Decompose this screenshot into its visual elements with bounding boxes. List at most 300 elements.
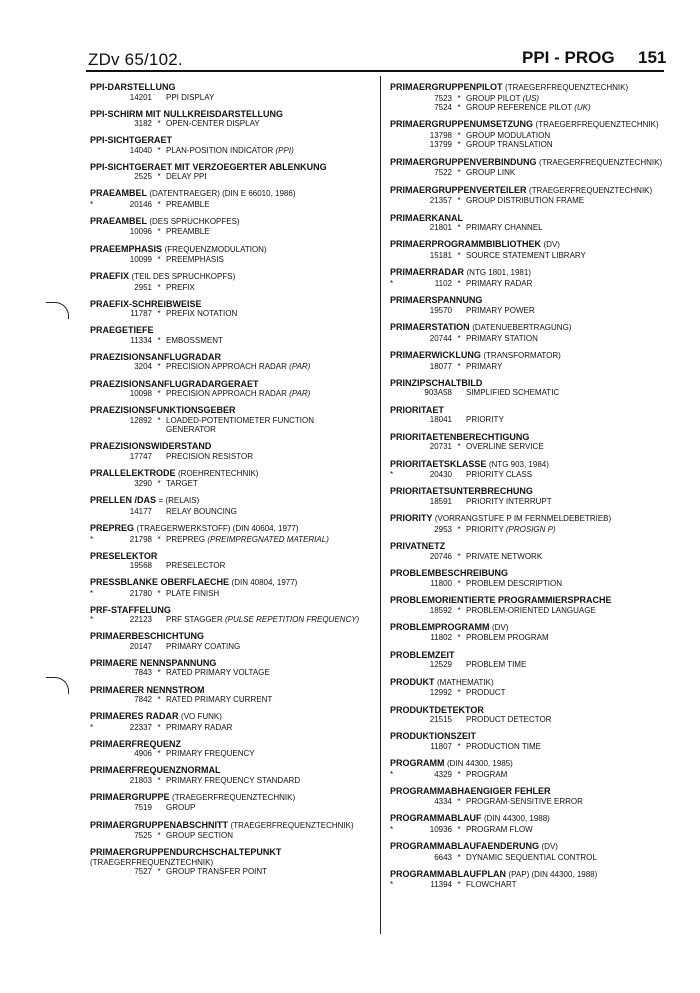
term-qualifier: (TRAEGERFREQUENZTECHNIK): [172, 792, 296, 802]
english-term: PRIMARY COATING: [166, 641, 241, 651]
star-marker: *: [157, 415, 161, 425]
dictionary-entry: [90, 188, 380, 209]
english-term: PRECISION RESISTOR: [166, 451, 253, 461]
translation-line: [90, 119, 380, 129]
dictionary-entry: [390, 786, 680, 806]
star-marker: *: [157, 534, 161, 544]
dictionary-entry: [90, 216, 380, 237]
english-term: PLAN-POSITION INDICATOR (PPI): [166, 145, 294, 155]
english-term: PRODUCTION TIME: [466, 741, 541, 751]
term-qualifier: (TRANSFORMATOR): [483, 351, 561, 361]
right-column: [390, 82, 680, 897]
translation-line: [390, 442, 680, 452]
term-qualifier: = (RELAIS): [158, 496, 200, 506]
german-term: PREPREG (TRAEGERWERKSTOFF) (DIN 40604, 1977): [90, 523, 299, 533]
star-marker: *: [457, 103, 461, 112]
translation-line: [390, 168, 680, 178]
english-term: PRIORITY: [466, 415, 504, 425]
english-term: TARGET: [166, 479, 198, 489]
english-term: EMBOSSMENT: [166, 335, 223, 345]
term-number: 4329: [434, 769, 452, 779]
translation-line: [90, 776, 380, 786]
abbreviation: (PAR): [289, 362, 311, 372]
star-marker: *: [457, 250, 461, 260]
english-term: PREFIX: [166, 282, 195, 292]
dictionary-entry: [390, 378, 680, 398]
binding-mark: [46, 677, 69, 694]
term-number: 3204: [134, 362, 152, 372]
english-term: SIMPLIFIED SCHEMATIC: [466, 388, 560, 398]
star-marker: *: [457, 223, 461, 233]
translation-line: [90, 561, 380, 571]
translation-line: [390, 497, 680, 507]
dictionary-entry: [90, 325, 380, 345]
english-term: PPI DISPLAY: [166, 92, 215, 102]
dictionary-entry: [390, 239, 680, 260]
term-number: 20746: [429, 551, 452, 561]
english-term: PLATE FINISH: [166, 588, 220, 598]
dictionary-entry: [90, 685, 380, 705]
german-term: PRODUKTIONSZEIT: [390, 731, 477, 742]
translation-line: [90, 803, 380, 813]
dictionary-entry: [390, 705, 680, 725]
german-term: PRAEFIX (TEIL DES SPRUCHKOPFS): [90, 271, 236, 282]
english-term: RATED PRIMARY CURRENT: [166, 695, 273, 705]
term-number: 7527: [134, 867, 152, 877]
german-term: PRODUKT (MATHEMATIK): [390, 676, 494, 687]
term-number: 13799: [429, 140, 452, 150]
dictionary-entry: [90, 551, 380, 571]
dictionary-entry: [90, 82, 380, 102]
term-number: 11807: [430, 741, 452, 751]
term-qualifier: (TRAEGERFREQUENZTECHNIK): [535, 120, 659, 130]
abbreviation: (PAR): [289, 389, 311, 399]
dictionary-entry: [390, 841, 680, 862]
term-number: 18041: [429, 415, 452, 425]
english-term: PRIMARY STATION: [466, 333, 538, 343]
translation-line: [390, 334, 680, 344]
german-term: PRIMAERGRUPPENVERTEILER (TRAEGERFREQUENZTECHNIK): [390, 184, 653, 195]
dictionary-entry: [390, 677, 680, 698]
dictionary-entry: [390, 731, 680, 751]
dictionary-entry: [390, 157, 680, 178]
english-term: GROUP TRANSLATION: [466, 140, 553, 150]
dictionary-entry: [390, 213, 680, 233]
german-term: PRAEZISIONSFUNKTIONSGEBER: [90, 405, 236, 416]
dictionary-entry: [390, 622, 680, 643]
star-marker: *: [457, 796, 461, 806]
star-marker: *: [157, 749, 161, 759]
german-term: PPI-SCHIRM MIT NULLKREISDARSTELLUNG: [90, 108, 283, 119]
german-term: PRAEEMPHASIS (FREQUENZMODULATION): [90, 243, 267, 254]
dictionary-entry: [90, 495, 380, 516]
dictionary-entry: [90, 271, 380, 292]
dictionary-entry: [390, 568, 680, 588]
star-marker: *: [90, 615, 94, 625]
english-term: PREFIX NOTATION: [166, 309, 238, 319]
star-marker: *: [157, 255, 161, 265]
german-term: PRAEZISIONSANFLUGRADAR: [90, 351, 222, 362]
star-marker: *: [457, 93, 461, 103]
translation-line: [390, 825, 680, 835]
term-qualifier: (PAP) (DIN 44300, 1988): [508, 869, 598, 879]
translation-line: [390, 715, 680, 725]
dictionary-entry: [390, 813, 680, 834]
star-marker: *: [457, 578, 461, 588]
star-marker: *: [457, 196, 461, 206]
star-marker: *: [457, 633, 461, 643]
star-marker: *: [457, 168, 461, 178]
term-qualifier: (DIN 44300, 1985): [447, 759, 513, 769]
translation-line: [90, 695, 380, 705]
german-term: PRIMAERFREQUENZNORMAL: [90, 765, 221, 776]
abbreviation: (UK): [574, 103, 591, 112]
term-number: 21803: [129, 775, 152, 785]
term-qualifier: (FREQUENZMODULATION): [164, 244, 267, 254]
binding-mark: [46, 302, 69, 319]
term-qualifier: (DV): [543, 240, 560, 250]
star-marker: *: [390, 769, 394, 779]
star-marker: *: [90, 199, 94, 209]
dictionary-entry: [90, 792, 380, 813]
translation-line: [90, 416, 380, 426]
german-term: PRIORITY (VORRANGSTUFE P IM FERNMELDEBETRIEB): [390, 513, 612, 524]
star-marker: *: [457, 551, 461, 561]
star-marker: *: [390, 824, 394, 834]
term-qualifier: (NTG 1801, 1981): [466, 268, 531, 278]
dictionary-entry: [390, 595, 680, 615]
german-term: PRELLEN /DAS = (RELAIS): [90, 495, 200, 506]
english-term: OVERLINE SERVICE: [466, 442, 544, 452]
german-term: PRIMAERRADAR (NTG 1801, 1981): [390, 267, 531, 278]
translation-line: [390, 688, 680, 698]
german-term: PRIORITAETSKLASSE (NTG 903, 1984): [390, 458, 549, 469]
translation-line: [390, 415, 680, 425]
dictionary-entry: [390, 119, 680, 150]
german-term: PRIMAERGRUPPE (TRAEGERFREQUENZTECHNIK): [90, 791, 296, 802]
translation-line: [90, 283, 380, 293]
english-term: PRIORITY INTERRUPT: [466, 496, 552, 506]
term-number: 11787: [130, 309, 152, 319]
translation-line: [390, 103, 680, 113]
english-term: PRIMARY CHANNEL: [466, 223, 543, 233]
english-term: PRIMARY RADAR: [166, 722, 233, 732]
english-term: PREAMBLE: [166, 227, 210, 237]
translation-line: [390, 196, 680, 206]
star-marker: *: [457, 880, 461, 890]
star-marker: *: [157, 309, 161, 319]
star-marker: *: [157, 831, 161, 841]
term-qualifier: (DES SPRUCHKOPFES): [149, 216, 240, 226]
abbreviation: (PREIMPREGNATED MATERIAL): [207, 534, 329, 544]
german-term: PROGRAMMABHAENGIGER FEHLER: [390, 786, 551, 797]
german-term: PRIORITAETSUNTERBRECHUNG: [390, 486, 533, 497]
translation-line: [390, 470, 680, 480]
translation-line: [390, 797, 680, 807]
german-term: PPI-SICHTGERAET MIT VERZOEGERTER ABLENKUNG: [90, 161, 327, 172]
translation-line: [90, 200, 380, 210]
section-range: PPI - PROG: [522, 48, 615, 67]
term-number: 7842: [134, 695, 152, 705]
term-number: 14040: [129, 145, 152, 155]
german-term: PRIORITAET: [390, 404, 444, 415]
german-term: PRAEZISIONSANFLUGRADARGERAET: [90, 378, 259, 389]
term-number: 2951: [134, 282, 152, 292]
term-number: 20744: [429, 333, 452, 343]
german-term: PRIMAERFREQUENZ: [90, 738, 182, 749]
star-marker: *: [457, 442, 461, 452]
english-term: PRECISION APPROACH RADAR (PAR): [166, 389, 311, 399]
star-marker: *: [157, 695, 161, 705]
term-number: 13798: [429, 130, 452, 140]
english-term: PRESELECTOR: [166, 561, 226, 571]
star-marker: *: [457, 769, 461, 779]
dictionary-entry: [90, 658, 380, 678]
star-marker: *: [157, 775, 161, 785]
english-term: PRIMARY: [466, 361, 503, 371]
translation-line: [390, 552, 680, 562]
english-term: PRIORITY CLASS: [466, 470, 533, 480]
english-term: PROGRAM FLOW: [466, 824, 533, 834]
german-term: PPI-DARSTELLUNG: [90, 82, 176, 92]
german-term: PRODUKTDETEKTOR: [390, 704, 484, 715]
english-term: RELAY BOUNCING: [166, 506, 237, 516]
german-term: PROBLEMORIENTIERTE PROGRAMMIERSPRACHE: [390, 595, 612, 606]
dictionary-entry: [90, 135, 380, 155]
translation-line: [390, 362, 680, 372]
term-number: 19568: [129, 561, 152, 571]
dictionary-entry: [90, 523, 380, 544]
star-marker: *: [390, 880, 394, 890]
term-qualifier: (DV): [492, 622, 509, 632]
translation-line: [390, 633, 680, 643]
english-term: PRF STAGGER (PULSE REPETITION FREQUENCY): [166, 615, 360, 625]
term-number: 4906: [134, 749, 152, 759]
star-marker: *: [457, 605, 461, 615]
term-number: 7523: [434, 93, 452, 103]
star-marker: *: [90, 588, 94, 598]
star-marker: *: [157, 119, 161, 129]
term-number: 3182: [134, 119, 152, 129]
english-term: OPEN-CENTER DISPLAY: [166, 119, 260, 129]
term-qualifier: (TRAEGERFREQUENZTECHNIK): [505, 83, 629, 92]
german-term: PRINZIPSCHALTBILD: [390, 377, 483, 388]
german-term: PRAEAMBEL (DATENTRAEGER) (DIN E 66010, 1986): [90, 188, 296, 199]
term-number: 10098: [129, 389, 152, 399]
star-marker: *: [457, 140, 461, 150]
term-number: 7525: [134, 831, 152, 841]
page-number: 151: [638, 48, 667, 67]
german-term: PRESELEKTOR: [90, 550, 158, 561]
translation-line: [90, 749, 380, 759]
translation-line: [390, 131, 680, 141]
term-number: 22337: [129, 722, 152, 732]
term-number: 2525: [134, 172, 152, 182]
english-term: PRIMARY RADAR: [466, 278, 533, 288]
term-qualifier: (TRAEGERWERKSTOFF) (DIN 40604, 1977): [136, 524, 299, 533]
term-number: 15181: [429, 250, 452, 260]
term-qualifier: (DV): [541, 842, 558, 852]
german-term: PRIMAERGRUPPENVERBINDUNG (TRAEGERFREQUENZTECHNIK): [390, 156, 663, 167]
star-marker: *: [457, 741, 461, 751]
star-marker: *: [157, 867, 161, 877]
dictionary-entry: [90, 605, 380, 625]
star-marker: *: [90, 534, 94, 544]
translation-line: [90, 172, 380, 182]
translation-line: [390, 525, 680, 535]
term-number: 3290: [134, 479, 152, 489]
term-qualifier: (MATHEMATIK): [437, 677, 494, 687]
dictionary-entry: [390, 869, 680, 890]
german-term: PRIORITAETENBERECHTIGUNG: [390, 431, 530, 442]
translation-line: [90, 615, 380, 625]
dictionary-entry: [90, 631, 380, 651]
dictionary-entry: [90, 739, 380, 759]
dictionary-entry: [390, 486, 680, 506]
dictionary-entry: [90, 299, 380, 319]
english-term: SOURCE STATEMENT LIBRARY: [466, 250, 586, 260]
term-number: 7843: [134, 668, 152, 678]
dictionary-entry: [390, 295, 680, 315]
german-term: PRIMAERE NENNSPANNUNG: [90, 657, 217, 668]
dictionary-entry: [390, 513, 680, 534]
term-number: 10936: [429, 824, 452, 834]
star-marker: *: [457, 524, 461, 534]
german-term: PRIMAERER NENNSTROM: [90, 684, 205, 695]
star-marker: *: [457, 361, 461, 371]
term-number: 21801: [429, 223, 452, 233]
term-number: 2953: [434, 524, 452, 534]
term-number: 19570: [429, 305, 452, 315]
translation-line: [90, 93, 380, 103]
dictionary-entry: [390, 459, 680, 480]
translation-line: [90, 146, 380, 156]
term-qualifier: (TRAEGERFREQUENZTECHNIK): [230, 820, 354, 830]
english-term: PRIMARY POWER: [466, 305, 535, 315]
english-term: GROUP MODULATION: [466, 130, 551, 140]
term-number: 20430: [429, 470, 452, 480]
star-marker: *: [157, 282, 161, 292]
term-qualifier: (DIN 40804, 1977): [231, 578, 298, 588]
english-term: PROBLEM DESCRIPTION: [466, 578, 563, 588]
term-qualifier: (ROEHRENTECHNIK): [178, 468, 259, 478]
star-marker: *: [157, 389, 161, 399]
translation-line: [90, 723, 380, 733]
term-qualifier: (NTG 903, 1984): [488, 459, 549, 469]
german-term: PRIMAERBESCHICHTUNG: [90, 631, 205, 642]
german-term: PRAEZISIONSWIDERSTAND: [90, 441, 212, 452]
german-term: PRESSBLANKE OBERFLAECHE (DIN 40804, 1977): [90, 577, 298, 588]
german-term: PRIMAERPROGRAMMBIBLIOTHEK (DV): [390, 239, 560, 250]
term-number: 10099: [129, 255, 152, 265]
dictionary-entry: [90, 379, 380, 399]
dictionary-entry: [390, 432, 680, 452]
translation-line: [90, 362, 380, 372]
translation-line: [90, 479, 380, 489]
star-marker: *: [157, 335, 161, 345]
star-marker: *: [157, 479, 161, 489]
term-number: 6643: [434, 852, 452, 862]
dictionary-entry: [390, 185, 680, 206]
term-qualifier: (DATENUEBERTRAGUNG): [472, 323, 572, 333]
term-qualifier: (DATENTRAEGER) (DIN E 66010, 1986): [149, 189, 296, 199]
english-term-continued: GENERATOR: [166, 425, 216, 435]
german-term: PROBLEMZEIT: [390, 649, 455, 660]
dictionary-entry: [90, 468, 380, 489]
english-term: PRODUCT DETECTOR: [466, 715, 552, 725]
english-term: PROGRAM: [466, 769, 508, 779]
header-rule: [86, 70, 664, 72]
term-number: 1102: [434, 278, 452, 288]
term-number: 18591: [429, 496, 452, 506]
star-marker: *: [157, 362, 161, 372]
term-qualifier: (VO FUNK): [181, 712, 222, 722]
dictionary-entry: [90, 765, 380, 785]
translation-line: [90, 589, 380, 599]
term-number: 20731: [429, 442, 452, 452]
translation-line: [90, 452, 380, 462]
term-number: 7524: [434, 103, 452, 112]
column-divider: [380, 76, 381, 934]
english-term: PREAMBLE: [166, 199, 210, 209]
dictionary-entry: [390, 405, 680, 425]
star-marker: *: [390, 278, 394, 288]
dictionary-entry: [390, 82, 680, 113]
star-marker: *: [390, 470, 394, 480]
translation-line: [390, 388, 680, 398]
term-number: 17747: [129, 451, 152, 461]
term-qualifier: (VORRANGSTUFE P IM FERNMELDEBETRIEB): [434, 514, 612, 524]
term-number: 12529: [429, 660, 452, 670]
translation-line: [90, 507, 380, 517]
dictionary-entry: [90, 352, 380, 372]
abbreviation: (PROSIGN P): [505, 524, 556, 534]
star-marker: *: [457, 278, 461, 288]
term-number: 903A58: [424, 388, 452, 398]
translation-line: [90, 309, 380, 319]
german-term: PROGRAMM (DIN 44300, 1985): [390, 758, 513, 769]
english-term: RATED PRIMARY VOLTAGE: [166, 668, 270, 678]
german-term: PRIMAERGRUPPENUMSETZUNG (TRAEGERFREQUENZTECHNIK): [390, 119, 659, 130]
german-term: PROGRAMMABLAUF (DIN 44300, 1988): [390, 813, 550, 824]
dictionary-entry: [90, 820, 380, 841]
star-marker: *: [157, 227, 161, 237]
dictionary-entry: [90, 577, 380, 598]
term-number: 20147: [129, 641, 152, 651]
dictionary-entry: [90, 441, 380, 461]
translation-line: [390, 279, 680, 289]
translation-line: [390, 742, 680, 752]
german-term: PRIMAERES RADAR (VO FUNK): [90, 711, 222, 722]
star-marker: *: [157, 668, 161, 678]
star-marker: *: [157, 588, 161, 598]
german-term: PRIVATNETZ: [390, 541, 446, 552]
term-number: 11802: [430, 633, 452, 643]
german-term: PRAEAMBEL (DES SPRUCHKOPFES): [90, 215, 240, 226]
star-marker: *: [457, 688, 461, 698]
translation-line: [390, 853, 680, 863]
term-qualifier: (TEIL DES SPRUCHKOPFS): [131, 272, 236, 282]
translation-line: [390, 306, 680, 316]
star-marker: *: [157, 172, 161, 182]
star-marker: *: [157, 722, 161, 732]
english-term: PREPREG (PREIMPREGNATED MATERIAL): [166, 534, 329, 544]
term-number: 21798: [129, 534, 152, 544]
english-term: FLOWCHART: [466, 880, 517, 890]
german-term: PRIMAERGRUPPENABSCHNITT (TRAEGERFREQUENZTECHNIK): [90, 819, 354, 830]
german-term: PROBLEMBESCHREIBUNG: [390, 568, 509, 579]
german-term: PRF-STAFFELUNG: [90, 604, 171, 615]
